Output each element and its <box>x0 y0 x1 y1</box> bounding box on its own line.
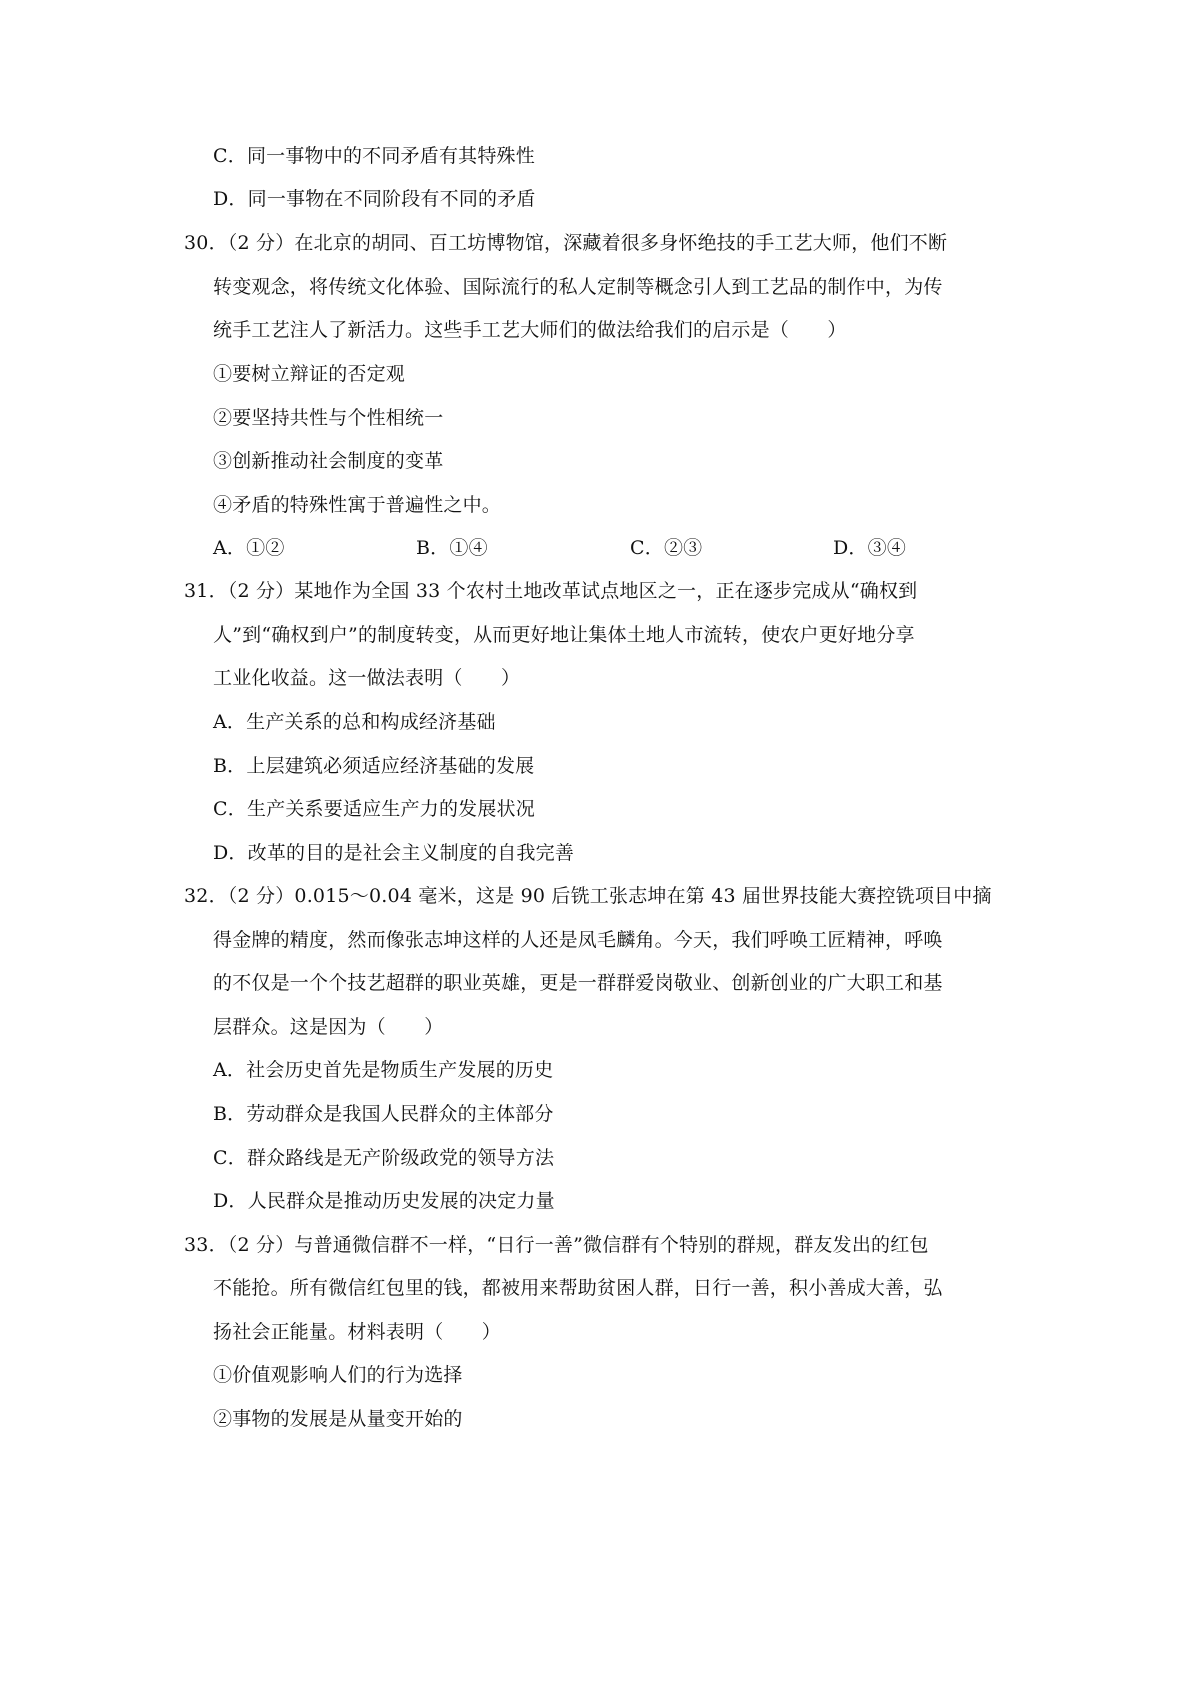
question-32-stem-line-4: 层群众。这是因为（ ） <box>213 1016 444 1038</box>
prev-option-c: C．同一事物中的不同矛盾有其特殊性 <box>213 145 535 167</box>
question-30-option-d: D．③④ <box>833 537 907 559</box>
question-31-option-b: B．上层建筑必须适应经济基础的发展 <box>213 755 535 777</box>
question-33-stem-line-3: 扬社会正能量。材料表明（ ） <box>213 1321 502 1343</box>
question-33-item-1: ①价值观影响人们的行为选择 <box>213 1364 463 1386</box>
question-30-option-b: B．①④ <box>416 537 488 559</box>
question-33-item-2: ②事物的发展是从量变开始的 <box>213 1408 463 1430</box>
question-32-stem-line-2: 得金牌的精度，然而像张志坤这样的人还是凤毛麟角。今天，我们呼唤工匠精神，呼唤 <box>213 929 943 951</box>
question-32-stem-line-3: 的不仅是一个个技艺超群的职业英雄，更是一群群爱岗敬业、创新创业的广大职工和基 <box>213 972 943 994</box>
prev-option-d: D．同一事物在不同阶段有不同的矛盾 <box>213 188 536 210</box>
question-31-stem-line-3: 工业化收益。这一做法表明（ ） <box>213 667 521 689</box>
question-32-option-c: C．群众路线是无产阶级政党的领导方法 <box>213 1147 555 1169</box>
question-30-option-c: C．②③ <box>630 537 703 559</box>
question-30-item-4: ④矛盾的特殊性寓于普遍性之中。 <box>213 494 502 516</box>
question-30-stem-line-3: 统手工艺注人了新活力。这些手工艺大师们的做法给我们的启示是（ ） <box>213 319 847 341</box>
question-30-stem-line-1: 30．（2 分）在北京的胡同、百工坊博物馆，深藏着很多身怀绝技的手工艺大师，他们不断 <box>184 232 948 254</box>
question-31-option-a: A．生产关系的总和构成经济基础 <box>213 711 496 733</box>
question-31-stem-line-1: 31．（2 分）某地作为全国 33 个农村土地改革试点地区之一，正在逐步完成从“确权到 <box>184 580 918 602</box>
question-32-option-b: B．劳动群众是我国人民群众的主体部分 <box>213 1103 554 1125</box>
question-33-stem-line-2: 不能抢。所有微信红包里的钱，都被用来帮助贫困人群，日行一善，积小善成大善，弘 <box>213 1277 943 1299</box>
question-30-item-1: ①要树立辩证的否定观 <box>213 363 406 385</box>
question-30-item-2: ②要坚持共性与个性相统一 <box>213 407 444 429</box>
question-33-stem-line-1: 33．（2 分）与普通微信群不一样，“日行一善”微信群有个特别的群规，群友发出的红包 <box>184 1234 929 1256</box>
question-32-option-d: D．人民群众是推动历史发展的决定力量 <box>213 1190 555 1212</box>
question-31-option-d: D．改革的目的是社会主义制度的自我完善 <box>213 842 575 864</box>
question-32-option-a: A．社会历史首先是物质生产发展的历史 <box>213 1059 554 1081</box>
question-30-stem-line-2: 转变观念，将传统文化体验、国际流行的私人定制等概念引人到工艺品的制作中，为传 <box>213 276 943 298</box>
question-32-stem-line-1: 32．（2 分）0.015～0.04 毫米，这是 90 后铣工张志坤在第 43 届世界技能大赛控铣项目中摘 <box>184 885 992 907</box>
question-31-stem-line-2: 人”到“确权到户”的制度转变，从而更好地让集体土地人市流转，使农户更好地分享 <box>213 624 915 646</box>
question-30-option-a: A．①② <box>213 537 285 559</box>
question-30-item-3: ③创新推动社会制度的变革 <box>213 450 444 472</box>
question-31-option-c: C．生产关系要适应生产力的发展状况 <box>213 798 535 820</box>
